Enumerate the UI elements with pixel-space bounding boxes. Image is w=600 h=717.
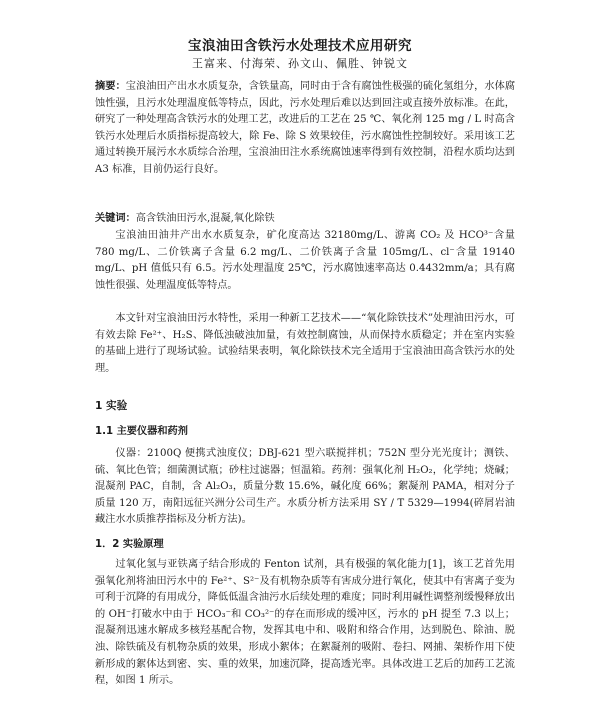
section-1-heading: 1 实验 (95, 400, 128, 412)
intro-paragraph-1: 宝浪油田油井产出水水质复杂，矿化度高达 32180mg/L、游离 CO₂ 及 HCO³⁻含量 780 mg/L、二价铁离子含量 6.2 mg/L、二价铁离子含量 105mg/L、cl⁻含量 19140 mg/L、pH 值低只有 6.5。污水处理温度 25℃，污水腐蚀速率高达 0.4432mm/a；具有腐蚀性很强、处理温度低等特点。 (95, 230, 515, 291)
section-1-2-heading: 1．2 实验原理 (95, 539, 164, 550)
section-1-1-heading: 1.1 主要仪器和药剂 (95, 426, 188, 437)
paper-title: 宝浪油田含铁污水处理技术应用研究 (188, 38, 412, 54)
keywords-label: 关键词： (95, 212, 136, 224)
abstract-label: 摘要： (95, 80, 126, 92)
section-1-1-text: 仪器：2100Q 便携式浊度仪；DBJ-621 型六联搅拌机；752N 型分光光度计；测铁、硫、氧比色管；细菌测试瓶；砂柱过滤器；恒温箱。药剂：强氧化剂 H₂O₂，化学纯；烧碱；混凝剂 PAC，自制，含 Al₂O₃，质量分数 15.6%，碱化度 66%；絮凝剂 PAMA，相对分子质量 120 万，南阳远征兴洲分公司生产。水质分析方法采用 SY / T 5329—1994(碎屑岩油藏注水水质推荐指标及分析方法)。 (95, 448, 515, 526)
intro-paragraph-2: 本文针对宝浪油田污水特性，采用一种新工艺技术——“氧化除铁技术”处理油田污水，可有效去除 Fe²⁺、H₂S、降低浊破浊加量，有效控制腐蚀，从而保持水质稳定；并在室内实验的基础上进行了现场试验。试验结果表明，氧化除铁技术完全适用于宝浪油田高含铁污水的处理。 (95, 313, 515, 374)
abstract-text: 宝浪油田产出水水质复杂，含铁量高，同时由于含有腐蚀性极强的硫化氢组分，水体腐蚀性强，且污水处理温度低等特点，因此，污水处理后难以达到回注或直接外放标准。在此，研究了一种处理高含铁污水的处理工艺，改进后的工艺在 25 ℃、氧化剂 125 mg / L 时高含铁污水处理后水质指标提高较大，除 Fe、除 S 效果较佳，污水腐蚀性控制较好。采用该工艺通过转换开展污水水质综合治理，宝浪油田注水系统腐蚀速率得到有效控制，沿程水质均达到 A3 标准，目前仍运行良好。 (95, 81, 516, 175)
keywords-paragraph (95, 210, 515, 228)
abstract-paragraph (95, 78, 515, 179)
keywords-text: 高含铁油田污水,混凝,氧化除铁 (135, 213, 275, 224)
paper-authors: 王富来、付海荣、孙文山、佩胜、钟锐文 (192, 57, 408, 70)
section-1-2-text: 过氧化氢与亚铁离子结合形成的 Fenton 试剂，具有极强的氧化能力[1]，该工艺首先用强氧化剂将油田污水中的 Fe²⁺、S²⁻及有机物杂质等有害成分进行氧化，使其中有害离子变为可利于沉降的有用成分，降低低温含油污水后续处理的难度；同时利用碱性调整剂缓慢释放出的 OH⁻打破水中由于 HCO₃⁻和 CO₃²⁻的存在而形成的缓冲区，污水的 pH 提至 7.3 以上；混凝剂迅速水解成多核羟基配合物，发挥其电中和、吸附和络合作用，达到脱色、除油、脱浊、除铁硫及有机物杂质的效果，形成小絮体；在絮凝剂的吸附、卷扫、网捕、架桥作用下使新形成的絮体达到密、实、重的效果，加速沉降，提高透光率。具体改进工艺后的加药工艺流程，如图 1 所示。 (95, 559, 515, 687)
